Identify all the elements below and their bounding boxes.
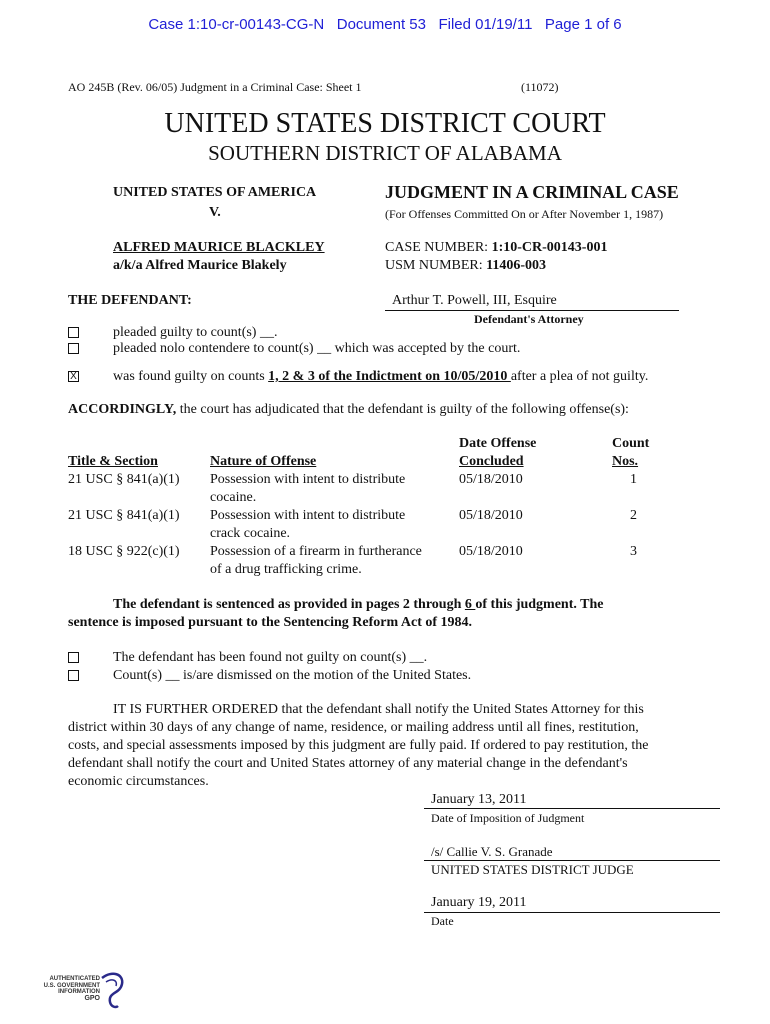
- case-header-stamp: Case 1:10-cr-00143-CG-N Document 53 Filed 01/19/11 Page 1 of 6: [148, 16, 622, 33]
- row1-nature-line2: cocaine.: [210, 490, 257, 505]
- found-guilty-checkbox[interactable]: X: [68, 371, 79, 382]
- attorney-label: Defendant's Attorney: [474, 312, 584, 326]
- row2-nature-line2: crack cocaine.: [210, 526, 291, 541]
- row3-nature-line2: of a drug trafficking crime.: [210, 562, 362, 577]
- eagle-seal-icon: [98, 970, 128, 1010]
- row3-date: 05/18/2010: [459, 544, 523, 559]
- sentence-line1: [113, 597, 603, 613]
- accordingly-label: ACCORDINGLY,: [68, 402, 177, 417]
- form-id: AO 245B (Rev. 06/05) Judgment in a Criminal Case: Sheet 1: [68, 80, 362, 94]
- case-number-label: CASE NUMBER:: [385, 240, 492, 255]
- row1-count: 1: [630, 472, 637, 487]
- row1-title-section: 21 USC § 841(a)(1): [68, 472, 180, 487]
- signed-date-rule: [424, 912, 720, 913]
- row2-title-section: 21 USC § 841(a)(1): [68, 508, 180, 523]
- usm-number-label: USM NUMBER:: [385, 258, 487, 273]
- row3-nature-line1: Possession of a firearm in furtherance: [210, 544, 422, 559]
- order-line3: costs, and special assessments imposed by this judgment are fully paid. If ordered to pay restitution, the: [68, 738, 649, 753]
- row2-nature-line1: Possession with intent to distribute: [210, 508, 406, 523]
- row3-title-section: 18 USC § 922(c)(1): [68, 544, 180, 559]
- order-line2: district within 30 days of any change of name, residence, or mailing address until all fines, restitution,: [68, 720, 639, 735]
- not-guilty-checkbox[interactable]: [68, 652, 79, 663]
- signed-date-label: Date: [431, 914, 454, 928]
- the-defendant-label: THE DEFENDANT:: [68, 293, 192, 308]
- found-guilty-counts: 1, 2 & 3 of the Indictment on 10/05/2010: [268, 369, 511, 384]
- usm-number-row: [385, 258, 546, 274]
- court-name: UNITED STATES DISTRICT COURT: [164, 108, 606, 139]
- imposition-rule: [424, 808, 720, 809]
- plea-guilty-checkbox[interactable]: [68, 327, 79, 338]
- order-line4: defendant shall notify the court and United States attorney of any material change in the defendant's: [68, 756, 628, 771]
- header-count-line2: Nos.: [612, 454, 639, 469]
- not-guilty-text: The defendant has been found not guilty on count(s) __.: [113, 650, 428, 665]
- usm-number: 11406-003: [486, 258, 547, 273]
- defendant-aka: a/k/a Alfred Maurice Blakely: [113, 258, 287, 273]
- case-number-row: [385, 240, 607, 256]
- accordingly-text: the court has adjudicated that the defendant is guilty of the following offense(s):: [176, 402, 629, 417]
- sentence-pages: 6: [464, 597, 476, 612]
- judgment-title: JUDGMENT IN A CRIMINAL CASE: [385, 182, 679, 202]
- judgment-subtitle: (For Offenses Committed On or After November 1, 1987): [385, 207, 664, 221]
- plea-nolo-checkbox[interactable]: [68, 343, 79, 354]
- defendant-name: ALFRED MAURICE BLACKLEY: [113, 240, 325, 255]
- row2-date: 05/18/2010: [459, 508, 523, 523]
- sentence-text-a: The defendant is sentenced as provided in pages 2 through: [113, 597, 465, 612]
- sentence-text-b: of this judgment. The: [475, 597, 604, 612]
- row1-date: 05/18/2010: [459, 472, 523, 487]
- header-date-line2: Concluded: [459, 454, 524, 469]
- attorney-name: Arthur T. Powell, III, Esquire: [392, 293, 557, 308]
- plaintiff: UNITED STATES OF AMERICA: [113, 185, 317, 200]
- attorney-rule: [385, 310, 679, 311]
- found-guilty-suffix: after a plea of not guilty.: [510, 369, 649, 384]
- order-line1: IT IS FURTHER ORDERED that the defendant shall notify the United States Attorney for this: [113, 702, 644, 717]
- header-title-section: Title & Section: [68, 454, 158, 469]
- judge-signature: /s/ Callie V. S. Granade: [431, 844, 553, 859]
- signature-rule: [424, 860, 720, 861]
- versus: V.: [209, 205, 221, 220]
- found-guilty-prefix: was found guilty on counts: [113, 369, 269, 384]
- gpo-seal-text: AUTHENTICATED U.S. GOVERNMENT INFORMATION GPO: [43, 976, 100, 1002]
- form-code: (11072): [521, 80, 559, 94]
- row3-count: 3: [630, 544, 637, 559]
- district-name: SOUTHERN DISTRICT OF ALABAMA: [208, 141, 562, 165]
- row2-count: 2: [630, 508, 637, 523]
- header-count-line1: Count: [612, 436, 650, 451]
- plea-guilty-text: pleaded guilty to count(s) __.: [113, 325, 278, 340]
- imposition-label: Date of Imposition of Judgment: [431, 811, 585, 825]
- judge-title: UNITED STATES DISTRICT JUDGE: [431, 862, 634, 877]
- row1-nature-line1: Possession with intent to distribute: [210, 472, 406, 487]
- header-nature: Nature of Offense: [210, 454, 317, 469]
- signed-date: January 19, 2011: [431, 895, 527, 910]
- plea-nolo-text: pleaded nolo contendere to count(s) __ which was accepted by the court.: [113, 341, 521, 356]
- case-number: 1:10-CR-00143-001: [491, 240, 608, 255]
- order-line5: economic circumstances.: [68, 774, 209, 789]
- header-date-line1: Date Offense: [459, 436, 537, 451]
- dismissed-text: Count(s) __ is/are dismissed on the motion of the United States.: [113, 668, 472, 683]
- found-guilty-text: [113, 369, 648, 385]
- accordingly-line: [68, 402, 629, 418]
- imposition-date: January 13, 2011: [431, 792, 527, 807]
- sentence-line2: sentence is imposed pursuant to the Sentencing Reform Act of 1984.: [68, 615, 473, 630]
- dismissed-checkbox[interactable]: [68, 670, 79, 681]
- gpo-authentication-seal: [40, 970, 140, 1010]
